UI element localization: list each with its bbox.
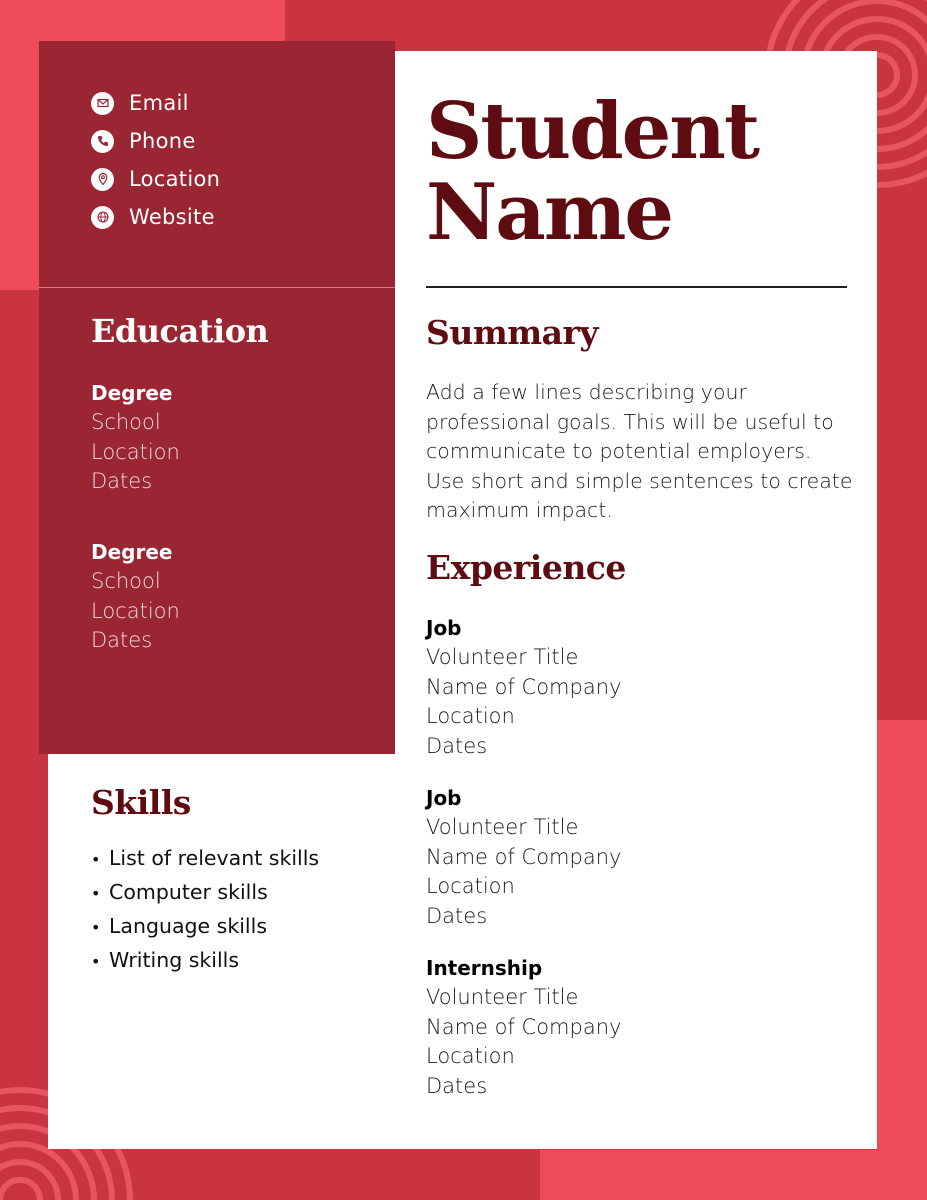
skills-list (91, 842, 319, 978)
contact-label-website: Website (129, 205, 215, 229)
education-dates: Dates (91, 628, 153, 652)
education-location: Location (91, 439, 180, 464)
experience-entry (426, 954, 621, 1101)
contact-item-phone[interactable] (91, 122, 220, 160)
experience-type: Job (426, 786, 462, 810)
experience-title: Volunteer Title (426, 645, 579, 669)
education-dates: Dates (91, 469, 153, 493)
education-school: School (91, 410, 161, 434)
bullet-icon: • (91, 952, 101, 971)
experience-entry (426, 784, 621, 931)
student-name-first-line: Student (426, 86, 758, 177)
email-icon (91, 92, 114, 115)
experience-company: Name of Company (426, 844, 622, 869)
contact-item-email[interactable] (91, 84, 220, 122)
skill-text: List of relevant skills (109, 846, 320, 870)
experience-dates: Dates (426, 903, 488, 928)
experience-dates: Dates (426, 1073, 488, 1098)
summary-heading: Summary (426, 313, 599, 352)
background-block-right-lower (877, 720, 927, 1200)
student-name-second-line: Name (426, 167, 672, 258)
experience-company: Name of Company (426, 1014, 622, 1039)
experience-title: Volunteer Title (426, 985, 579, 1009)
education-location: Location (91, 598, 180, 623)
experience-location: Location (426, 874, 515, 898)
contact-label-location: Location (129, 167, 221, 191)
education-school: School (91, 569, 161, 593)
header-divider (426, 286, 847, 288)
education-entry (91, 379, 180, 497)
experience-dates: Dates (426, 733, 488, 758)
experience-entry (426, 614, 621, 761)
location-pin-icon (91, 168, 114, 191)
skills-list-item (91, 876, 319, 910)
experience-heading: Experience (426, 548, 626, 587)
education-entry (91, 538, 180, 656)
experience-company: Name of Company (426, 674, 622, 699)
experience-location: Location (426, 704, 515, 728)
skill-text: Language skills (109, 914, 268, 938)
experience-location: Location (426, 1044, 515, 1068)
contact-label-email: Email (129, 91, 189, 115)
experience-type: Job (426, 616, 462, 640)
contact-label-phone: Phone (129, 129, 196, 153)
contact-list (91, 84, 220, 236)
skills-list-item (91, 944, 319, 978)
summary-text: Add a few lines describing your professional goals. This will be useful to communicate to potential employers. Use short and simple sentences to create maximum impact. (426, 380, 853, 523)
experience-title: Volunteer Title (426, 815, 579, 839)
contact-item-website[interactable] (91, 198, 220, 236)
bullet-icon: • (91, 884, 101, 903)
education-degree: Degree (91, 540, 173, 564)
education-degree: Degree (91, 381, 173, 405)
phone-icon (91, 130, 114, 153)
contact-item-location[interactable] (91, 160, 220, 198)
skill-text: Computer skills (109, 880, 268, 904)
bullet-icon: • (91, 850, 101, 869)
globe-icon (91, 206, 114, 229)
skills-heading: Skills (91, 783, 191, 822)
experience-type: Internship (426, 956, 543, 980)
skills-list-item (91, 842, 319, 876)
background-block-bottom-right (540, 1150, 927, 1200)
bullet-icon: • (91, 918, 101, 937)
skill-text: Writing skills (109, 948, 240, 972)
sidebar-divider (39, 287, 395, 288)
skills-list-item (91, 910, 319, 944)
education-heading: Education (91, 312, 269, 350)
